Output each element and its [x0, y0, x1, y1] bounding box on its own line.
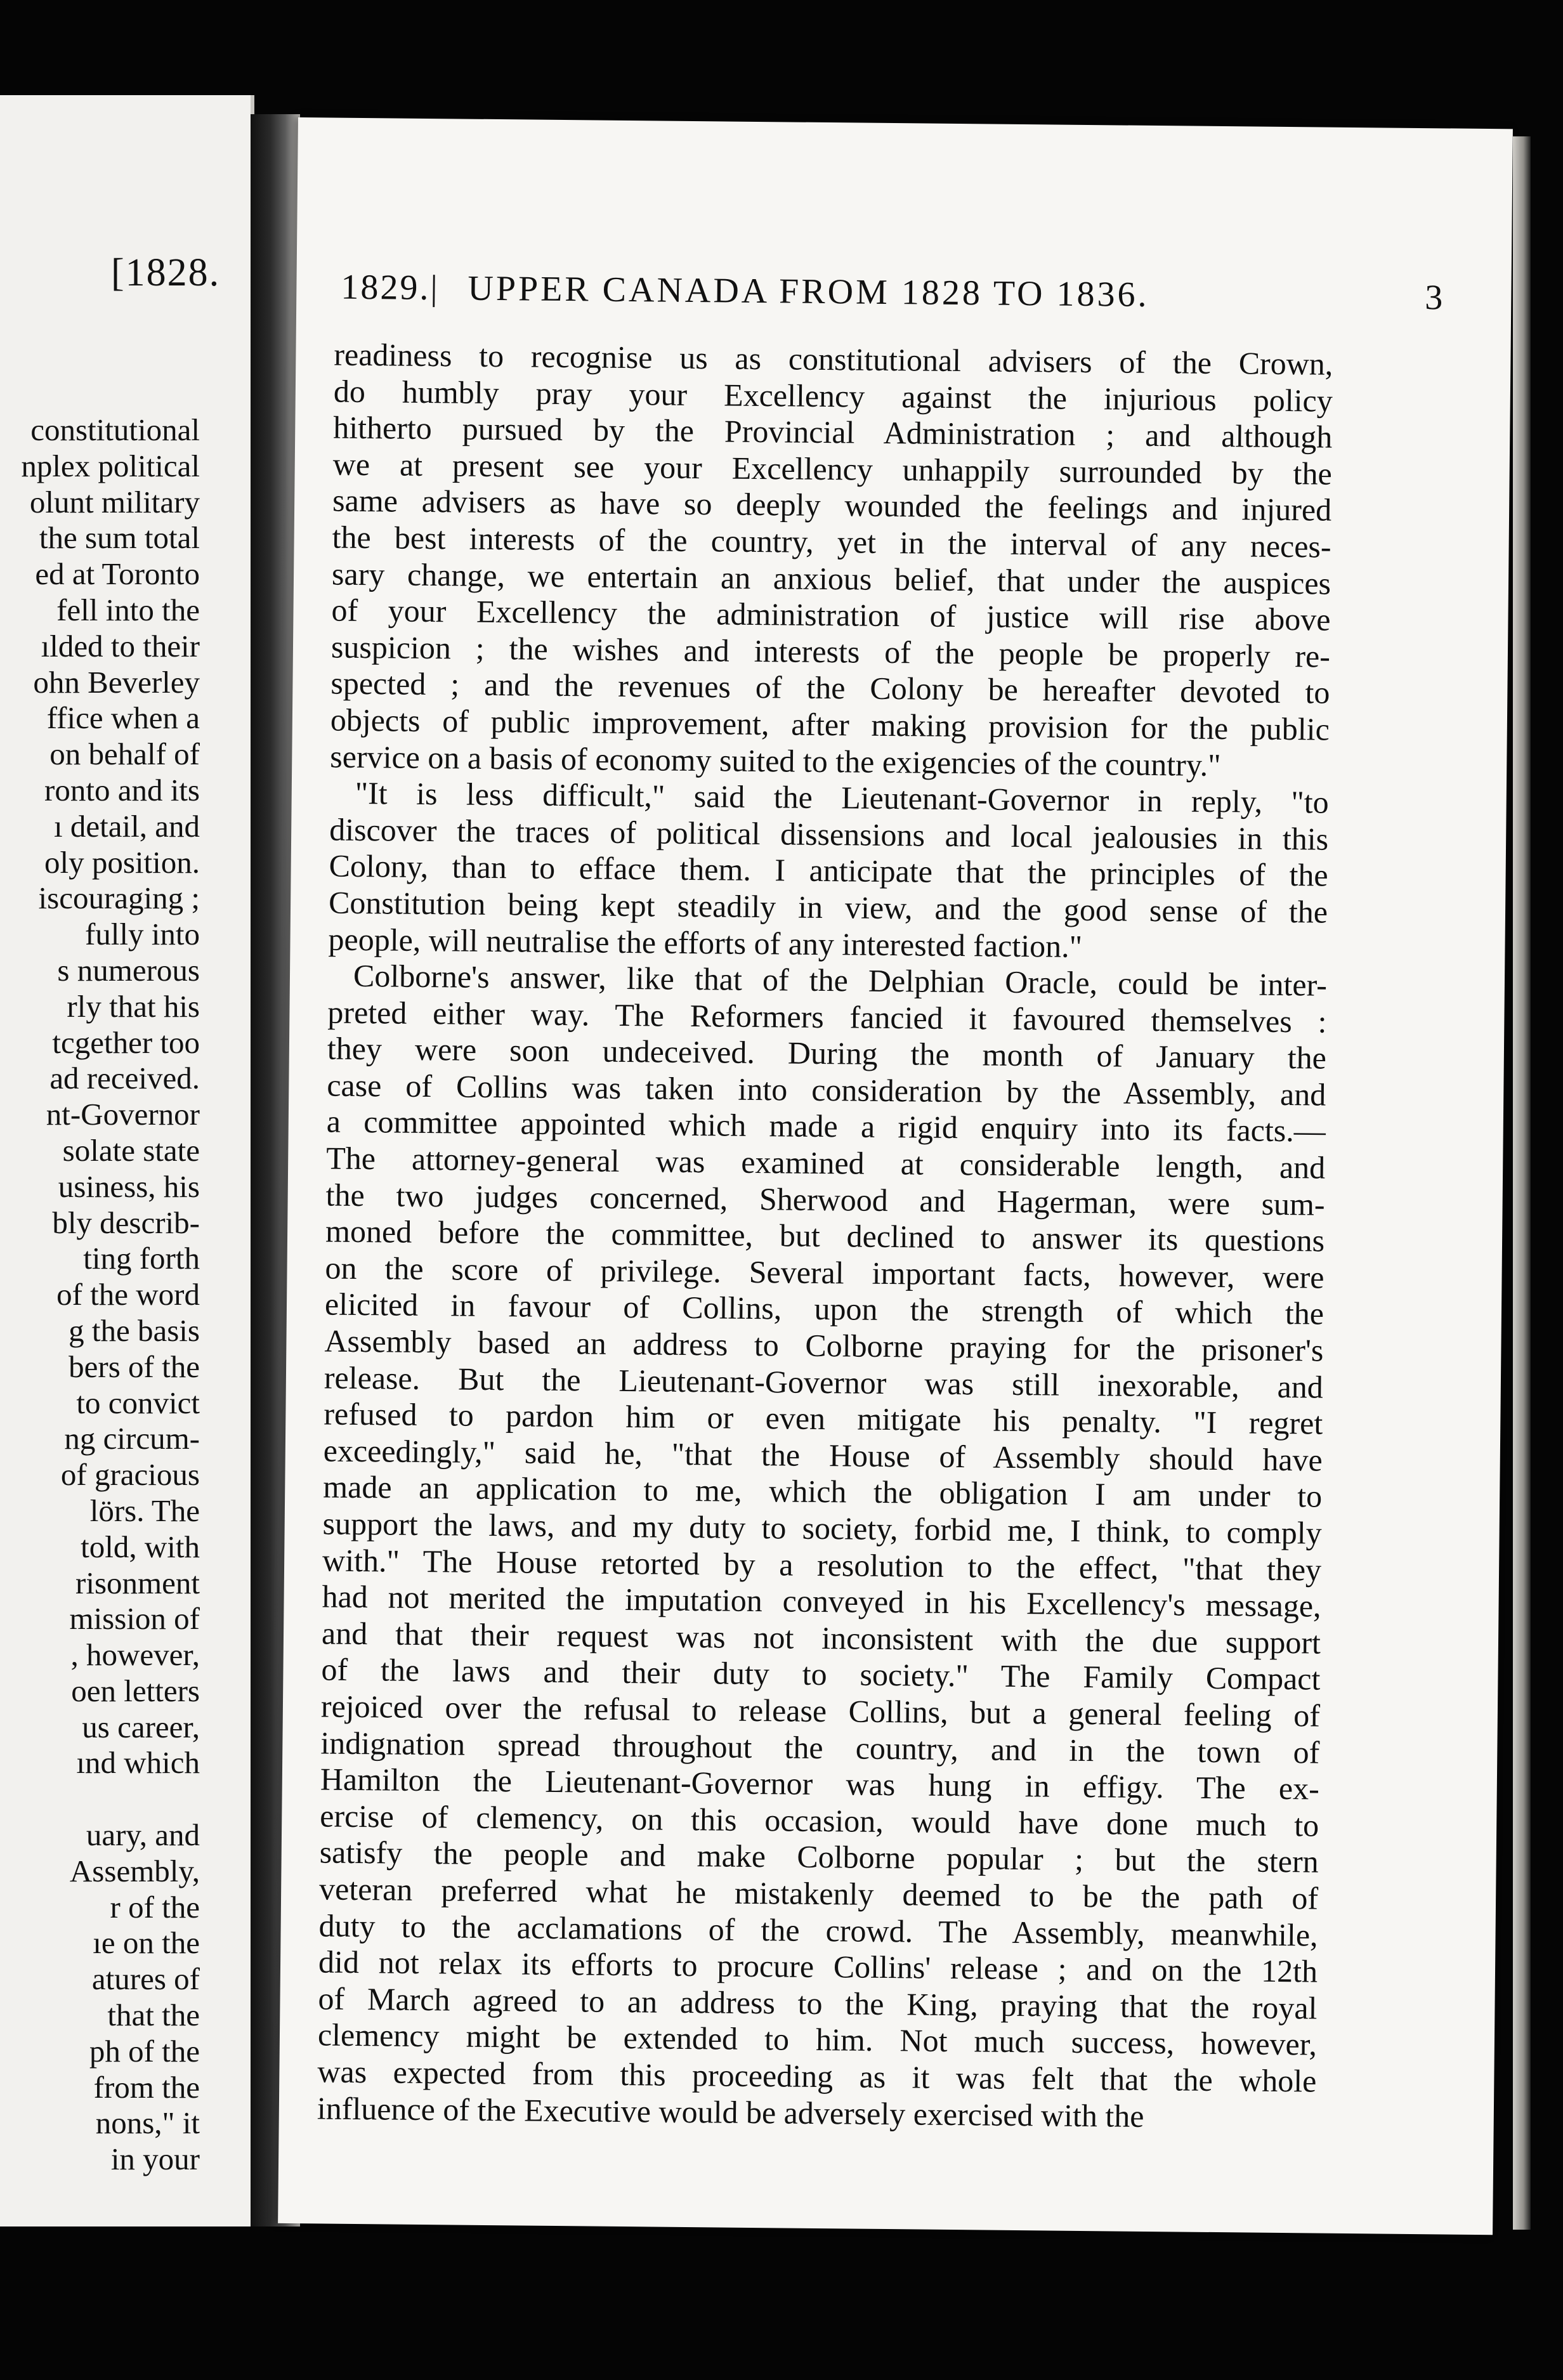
left-running-head: [1828. [111, 251, 221, 294]
text-line: "It is less difficult," said the Lieutenant-Governor in reply, "to [355, 775, 1329, 820]
text-line: influence of the Executive would be adversely exercised with the [317, 2089, 1144, 2134]
text-line: The attorney-general was examined at considerable length, and [325, 1140, 1326, 1186]
left-text-line: ad received. [49, 1061, 200, 1096]
text-line: satisfy the people and make Colborne popular ; but the stern [319, 1834, 1319, 1880]
text-line: support the laws, and my duty to society, forbid me, I think, to comply [322, 1505, 1322, 1551]
text-line: made an application to me, which the obligation I am under to [323, 1468, 1323, 1515]
left-text-line: bly describ- [52, 1205, 200, 1240]
text-line: of your Excellency the administration of justice will rise above [331, 592, 1331, 638]
left-text-line: bers of the [69, 1349, 200, 1384]
left-text-line: to convict [76, 1385, 200, 1420]
text-line: of the laws and their duty to society." The Family Compact [321, 1651, 1321, 1697]
text-line: readiness to recognise us as constitutional advisers of the Crown, [334, 336, 1333, 382]
text-line: discover the traces of political dissensions and local jealousies in this [329, 811, 1329, 857]
left-text-line: ph of the [89, 2033, 200, 2069]
left-text-line: rly that his [67, 988, 200, 1024]
left-text-line: the sum total [39, 520, 200, 556]
text-line: and that their request was not inconsistent with the due support [321, 1615, 1321, 1661]
text-line: the best interests of the country, yet in the interval of any neces- [332, 519, 1331, 565]
left-text-line: us career, [82, 1709, 200, 1744]
running-head [341, 267, 1445, 318]
left-text-line: ohn Beverley [33, 664, 200, 700]
text-line: on the score of privilege. Several important facts, however, were [325, 1250, 1324, 1295]
text-line: Colborne's answer, like that of the Delphian Oracle, could be inter- [353, 957, 1328, 1003]
text-line: Colony, than to efface them. I anticipate that the principles of the [329, 847, 1328, 893]
text-line: veteran preferred what he mistakenly deemed to be the path of [318, 1871, 1319, 1916]
left-text-line: s numerous [57, 952, 200, 988]
left-text-line: nons," it [95, 2105, 200, 2141]
left-text-line: fully into [84, 917, 200, 952]
text-line: release. But the Lieutenant-Governor was still inexorable, and [324, 1359, 1324, 1405]
text-line: had not merited the imputation conveyed in his Excellency's message, [322, 1578, 1321, 1624]
left-text-line: atures of [91, 1961, 200, 1997]
left-text-line: constitutional [30, 412, 200, 447]
text-line: service on a basis of economy suited to the exigencies of the country." [330, 738, 1221, 783]
text-line: clemency might be extended to him. Not much success, however, [317, 2017, 1318, 2062]
text-line: refused to pardon him or even mitigate his penalty. "I regret [324, 1396, 1323, 1441]
left-text-line: ed at Toronto [35, 556, 200, 592]
left-text-line: told, with [81, 1529, 200, 1564]
text-line: suspicion ; the wishes and interests of the people be properly re- [330, 629, 1331, 674]
left-text-line: risonment [75, 1565, 200, 1600]
left-text-line: ronto and its [44, 772, 200, 808]
left-text-line: solate state [62, 1132, 200, 1168]
text-line: did not relax its efforts to procure Collins' release ; and on the 12th [318, 1944, 1318, 1989]
left-text-line: tcgether too [52, 1024, 200, 1060]
text-line: objects of public improvement, after making provision for the public [330, 702, 1330, 747]
left-text-line: ı detail, and [54, 808, 200, 844]
left-text-line: of the word [56, 1277, 200, 1312]
left-text-line: from the [93, 2069, 200, 2105]
left-text-line: lörs. The [89, 1493, 200, 1528]
text-line: of March agreed to an address to the King, praying that the royal [318, 1980, 1318, 2026]
text-line: with." The House retorted by a resolution to the effect, "that they [322, 1542, 1322, 1588]
text-line: people, will neutralise the efforts of any interested faction." [328, 921, 1083, 964]
left-text-line: ting forth [83, 1241, 200, 1276]
text-line: Assembly based an address to Colborne praying for the prisoner's [324, 1323, 1324, 1368]
text-line: Hamilton the Lieutenant-Governor was hung in effigy. The ex- [320, 1761, 1320, 1807]
running-head-title: UPPER CANADA FROM 1828 TO 1836. [468, 268, 1149, 315]
left-text-line: uary, and [86, 1817, 200, 1853]
left-text-line: mission of [69, 1601, 200, 1637]
text-line: the two judges concerned, Sherwood and Hagerman, were sum- [325, 1177, 1325, 1222]
text-line: moned before the committee, but declined to answer its questions [325, 1213, 1325, 1259]
page-edge [1513, 136, 1531, 2230]
left-text-line: iscouraging ; [38, 880, 200, 916]
text-line: do humbly pray your Excellency against the injurious policy [333, 373, 1333, 419]
left-page-text [21, 412, 200, 2178]
left-text-line: ılded to their [41, 628, 200, 664]
text-line: we at present see your Excellency unhappily surrounded by the [332, 446, 1332, 492]
text-line: hitherto pursued by the Provincial Administration ; and although [333, 409, 1333, 455]
left-text-line: of gracious [60, 1457, 200, 1493]
left-page [0, 95, 254, 2226]
left-text-line: ng circum- [64, 1421, 200, 1456]
text-line: preted either way. The Reformers fancied it favoured themselves : [327, 994, 1327, 1040]
left-text-line: ffice when a [46, 700, 200, 736]
left-text-line: Assembly, [69, 1853, 200, 1888]
left-text-line: nplex political [21, 448, 200, 483]
left-text-line: that the [107, 1998, 200, 2033]
text-line: was expected from this proceeding as it was felt that the whole [317, 2053, 1317, 2099]
text-line: case of Collins was taken into consideration by the Assembly, and [327, 1067, 1326, 1113]
left-text-line: nt-Governor [46, 1097, 200, 1132]
left-text-line: r of the [110, 1889, 200, 1925]
left-text-line [21, 1781, 200, 1817]
text-line: duty to the acclamations of the crowd. The Assembly, meanwhile, [318, 1907, 1318, 1953]
left-text-line: ıe on the [93, 1925, 200, 1961]
left-text-line: on behalf of [49, 736, 200, 772]
text-line: elicited in favour of Collins, upon the strength of which the [324, 1286, 1324, 1332]
text-line: indignation spread throughout the country, and in the town of [320, 1725, 1320, 1770]
left-text-line: oly position. [44, 844, 200, 880]
text-line: same advisers as have so deeply wounded the feelings and injured [332, 482, 1332, 528]
left-text-line: g the basis [69, 1312, 200, 1348]
running-head-year: 1829.| [341, 267, 440, 308]
text-line: rejoiced over the refusal to release Collins, but a general feeling of [320, 1688, 1321, 1734]
text-line: sary change, we entertain an anxious belief, that under the auspices [331, 556, 1331, 601]
text-line: exceedingly," said he, "that the House of Assembly should have [323, 1432, 1323, 1478]
text-line: Constitution being kept steadily in view, and the good sense of the [328, 884, 1328, 930]
page-number: 3 [1425, 278, 1445, 318]
left-text-line: , however, [70, 1637, 200, 1673]
left-text-line: ınd which [76, 1745, 200, 1781]
left-text-line: fell into the [56, 592, 200, 627]
text-line: spected ; and the revenues of the Colony be hereafter devoted to [330, 665, 1330, 710]
right-page [278, 117, 1513, 2235]
left-text-line: olunt military [29, 484, 200, 520]
body-text [317, 337, 1333, 2136]
text-line: they were soon undeceived. During the month of January the [327, 1030, 1327, 1076]
left-text-line: usiness, his [58, 1168, 200, 1204]
left-text-line: in your [110, 2141, 200, 2177]
left-text-line: oen letters [71, 1673, 200, 1708]
text-line: a committee appointed which made a rigid enquiry into its facts.— [326, 1103, 1326, 1149]
text-line: ercise of clemency, on this occasion, would have done much to [320, 1798, 1319, 1843]
